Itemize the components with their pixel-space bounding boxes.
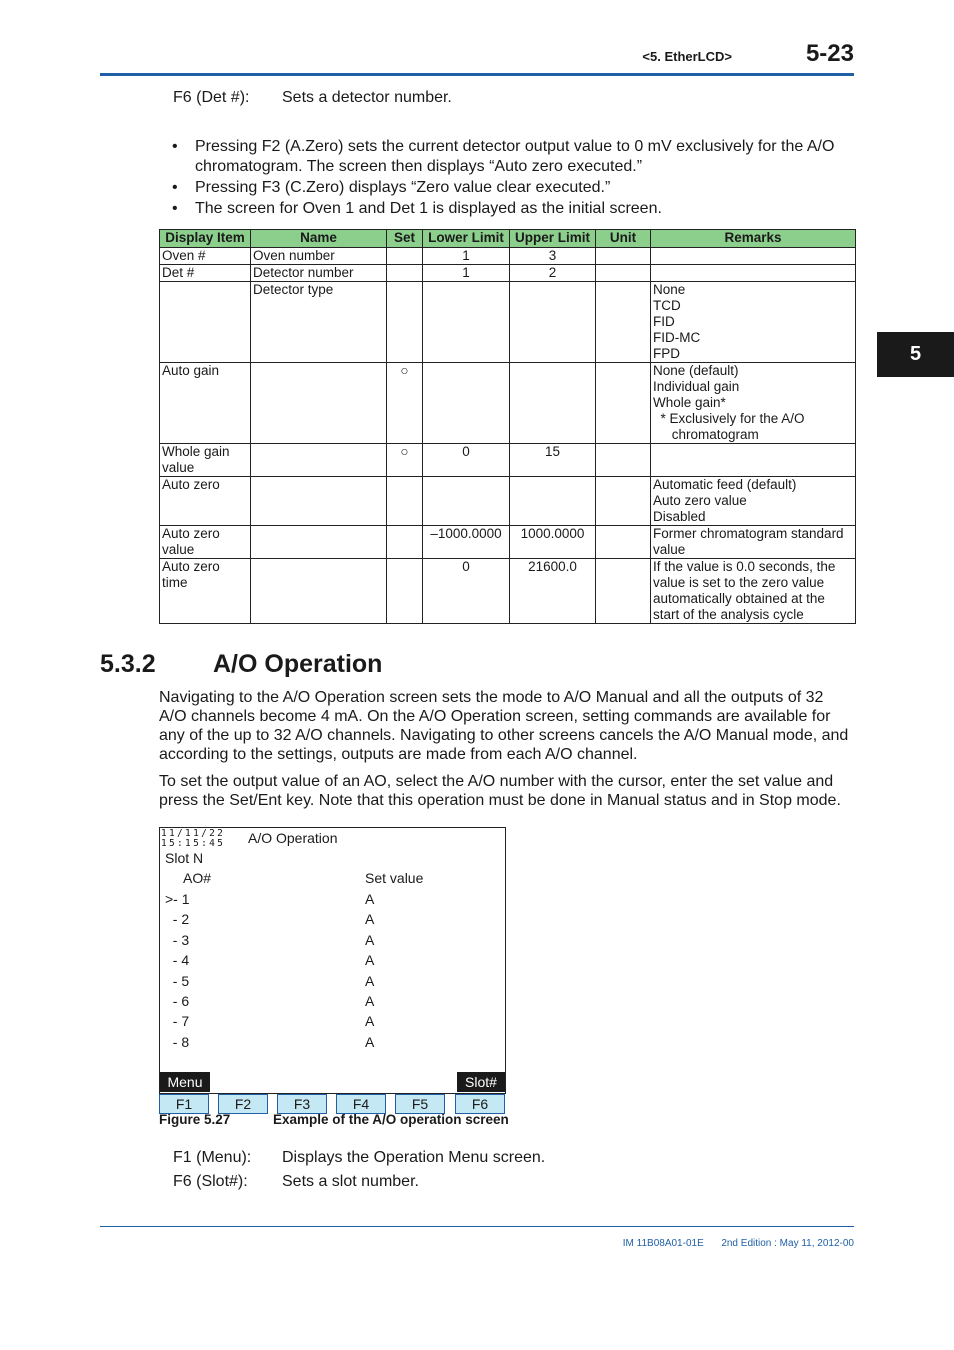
lower-limit-cell bbox=[423, 363, 510, 444]
lower-limit-cell: 1 bbox=[423, 248, 510, 265]
unit-cell bbox=[596, 559, 651, 624]
running-header-section: <5. EtherLCD> bbox=[642, 49, 732, 64]
display-item-cell: Auto zero value bbox=[160, 526, 251, 559]
lcd-ao-number[interactable]: - 2 bbox=[165, 911, 190, 928]
set-cell bbox=[387, 477, 423, 526]
f5-key[interactable]: F5 bbox=[395, 1094, 445, 1114]
menu-softkey[interactable]: Menu bbox=[160, 1072, 210, 1092]
set-cell: ○ bbox=[387, 444, 423, 477]
upper-limit-cell bbox=[510, 477, 596, 526]
column-header: Upper Limit bbox=[510, 230, 596, 248]
lcd-ao-number[interactable]: - 8 bbox=[165, 1033, 190, 1050]
name-cell bbox=[251, 477, 387, 526]
upper-limit-cell: 15 bbox=[510, 444, 596, 477]
definition-key: F1 (Menu): bbox=[173, 1149, 252, 1166]
unit-cell bbox=[596, 477, 651, 526]
chapter-tab: 5 bbox=[877, 332, 954, 377]
remarks-cell: None (default) Individual gain Whole gain* * Exclusively for the A/O chromatogram bbox=[651, 363, 856, 444]
figure-caption: Example of the A/O operation screen bbox=[273, 1112, 509, 1127]
lcd-datetime: 11/11/22 15:15:45 bbox=[161, 828, 226, 849]
name-cell: Detector type bbox=[251, 282, 387, 363]
lcd-ao-number[interactable]: - 4 bbox=[165, 952, 190, 969]
upper-limit-cell bbox=[510, 282, 596, 363]
name-cell: Oven number bbox=[251, 248, 387, 265]
lcd-set-value: A bbox=[365, 993, 375, 1009]
list-item: • The screen for Oven 1 and Det 1 is displayed as the initial screen. bbox=[172, 200, 662, 217]
lcd-ao-number[interactable]: - 7 bbox=[165, 1013, 190, 1030]
unit-cell bbox=[596, 526, 651, 559]
lcd-set-value: A bbox=[365, 1013, 375, 1030]
table-row bbox=[160, 265, 856, 282]
lower-limit-cell: 0 bbox=[423, 559, 510, 624]
display-item-cell: Whole gain value bbox=[160, 444, 251, 477]
remarks-cell: If the value is 0.0 seconds, the value is set to the zero value automatically obtained at the start of the analysis cycle bbox=[651, 559, 856, 624]
set-cell bbox=[387, 526, 423, 559]
lower-limit-cell bbox=[423, 477, 510, 526]
unit-cell bbox=[596, 265, 651, 282]
name-cell: Detector number bbox=[251, 265, 387, 282]
definition-key: F6 (Slot#): bbox=[173, 1173, 248, 1190]
list-item: • Pressing F2 (A.Zero) sets the current detector output value to 0 mV exclusively for the A/O chromatogram. The screen then displays “Auto zero executed.” bbox=[172, 138, 835, 175]
lower-limit-cell bbox=[423, 282, 510, 363]
edition-info: 2nd Edition : May 11, 2012-00 bbox=[721, 1238, 854, 1249]
name-cell bbox=[251, 526, 387, 559]
page-number: 5-23 bbox=[805, 40, 854, 67]
name-cell bbox=[251, 559, 387, 624]
display-item-cell: Oven # bbox=[160, 248, 251, 265]
definition-value: Displays the Operation Menu screen. bbox=[282, 1149, 546, 1166]
f6-slot-definition bbox=[173, 1173, 773, 1193]
table-row bbox=[160, 248, 856, 265]
definition-value: Sets a detector number. bbox=[282, 89, 452, 106]
table-row bbox=[160, 526, 856, 559]
remarks-cell: Former chromatogram standard value bbox=[651, 526, 856, 559]
body-paragraph: To set the output value of an AO, select the A/O number with the cursor, enter the set value and press the Set/Ent key. Note that this operation must be done in Manual status and in Stop mode. bbox=[159, 773, 841, 809]
lcd-set-value: A bbox=[365, 972, 375, 989]
f6-key[interactable]: F6 bbox=[455, 1094, 505, 1114]
upper-limit-cell: 21600.0 bbox=[510, 559, 596, 624]
body-paragraph: Navigating to the A/O Operation screen sets the mode to A/O Manual and all the outputs of 32 A/O channels become 4 mA. On the A/O Operation screen, setting commands are available for any of the up to 32 A/O channels. Navigating to other screens cancels the A/O Manual mode, and according to the settings, outputs are made from each A/O channel. bbox=[159, 689, 849, 763]
f1-key[interactable]: F1 bbox=[159, 1094, 209, 1114]
header-rule bbox=[100, 73, 854, 76]
set-cell bbox=[387, 282, 423, 363]
column-header: Remarks bbox=[651, 230, 856, 248]
remarks-cell bbox=[651, 444, 856, 477]
list-item: • Pressing F3 (C.Zero) displays “Zero value clear executed.” bbox=[172, 179, 611, 196]
f4-key[interactable]: F4 bbox=[336, 1094, 386, 1114]
lcd-column-set-value: Set value bbox=[365, 870, 424, 886]
f3-key[interactable]: F3 bbox=[277, 1094, 327, 1114]
section-number: 5.3.2 bbox=[100, 650, 156, 678]
column-header: Display Item bbox=[160, 230, 251, 248]
column-header: Unit bbox=[596, 230, 651, 248]
name-cell bbox=[251, 363, 387, 444]
lower-limit-cell: –1000.0000 bbox=[423, 526, 510, 559]
remarks-cell: Automatic feed (default) Auto zero value Disabled bbox=[651, 477, 856, 526]
display-item-cell: Det # bbox=[160, 265, 251, 282]
lcd-ao-number[interactable]: - 6 bbox=[165, 993, 190, 1009]
lcd-set-value: A bbox=[365, 931, 375, 948]
figure-number: Figure 5.27 bbox=[159, 1112, 231, 1127]
set-cell bbox=[387, 559, 423, 624]
f1-menu-definition bbox=[173, 1149, 773, 1169]
table-row bbox=[160, 282, 856, 363]
lcd-ao-number[interactable]: >- 1 bbox=[165, 891, 190, 907]
lcd-ao-number[interactable]: - 5 bbox=[165, 972, 190, 989]
lcd-slot-label: Slot N bbox=[165, 850, 204, 866]
unit-cell bbox=[596, 363, 651, 444]
column-header: Lower Limit bbox=[423, 230, 510, 248]
bullet-icon: • bbox=[172, 200, 178, 217]
definition-key: F6 (Det #): bbox=[173, 89, 250, 106]
lower-limit-cell: 0 bbox=[423, 444, 510, 477]
table-row bbox=[160, 444, 856, 477]
display-item-cell: Auto zero bbox=[160, 477, 251, 526]
remarks-cell bbox=[651, 248, 856, 265]
remarks-cell bbox=[651, 265, 856, 282]
table-row bbox=[160, 363, 856, 444]
set-cell bbox=[387, 248, 423, 265]
slot-softkey[interactable]: Slot# bbox=[457, 1072, 505, 1092]
column-header: Set bbox=[387, 230, 423, 248]
name-cell bbox=[251, 444, 387, 477]
bullet-icon: • bbox=[172, 138, 178, 155]
upper-limit-cell bbox=[510, 363, 596, 444]
display-item-cell bbox=[160, 282, 251, 363]
definition-value: Sets a slot number. bbox=[282, 1173, 419, 1190]
section-title: A/O Operation bbox=[213, 650, 383, 678]
footer-rule bbox=[100, 1226, 854, 1227]
remarks-cell: None TCD FID FID-MC FPD bbox=[651, 282, 856, 363]
lower-limit-cell: 1 bbox=[423, 265, 510, 282]
bullet-icon: • bbox=[172, 179, 178, 196]
display-item-cell: Auto gain bbox=[160, 363, 251, 444]
table-row bbox=[160, 477, 856, 526]
set-cell: ○ bbox=[387, 363, 423, 444]
lcd-title: A/O Operation bbox=[248, 830, 338, 846]
footer bbox=[560, 1238, 854, 1249]
upper-limit-cell: 3 bbox=[510, 248, 596, 265]
f2-key[interactable]: F2 bbox=[218, 1094, 268, 1114]
display-item-table bbox=[159, 229, 856, 624]
upper-limit-cell: 2 bbox=[510, 265, 596, 282]
column-header: Name bbox=[251, 230, 387, 248]
table-header-row bbox=[160, 230, 856, 248]
unit-cell bbox=[596, 282, 651, 363]
lcd-screen bbox=[159, 827, 506, 1094]
lcd-set-value: A bbox=[365, 911, 375, 928]
display-item-cell: Auto zero time bbox=[160, 559, 251, 624]
lcd-column-ao: AO# bbox=[183, 870, 212, 886]
f6-det-definition bbox=[173, 89, 773, 109]
lcd-set-value: A bbox=[365, 1033, 375, 1050]
unit-cell bbox=[596, 248, 651, 265]
lcd-set-value: A bbox=[365, 952, 375, 969]
lcd-ao-number[interactable]: - 3 bbox=[165, 931, 190, 948]
bullet-list bbox=[172, 137, 854, 220]
upper-limit-cell: 1000.0000 bbox=[510, 526, 596, 559]
document-number: IM 11B08A01-01E bbox=[622, 1238, 704, 1249]
set-cell bbox=[387, 265, 423, 282]
lcd-set-value: A bbox=[365, 891, 375, 907]
unit-cell bbox=[596, 444, 651, 477]
table-row bbox=[160, 559, 856, 624]
